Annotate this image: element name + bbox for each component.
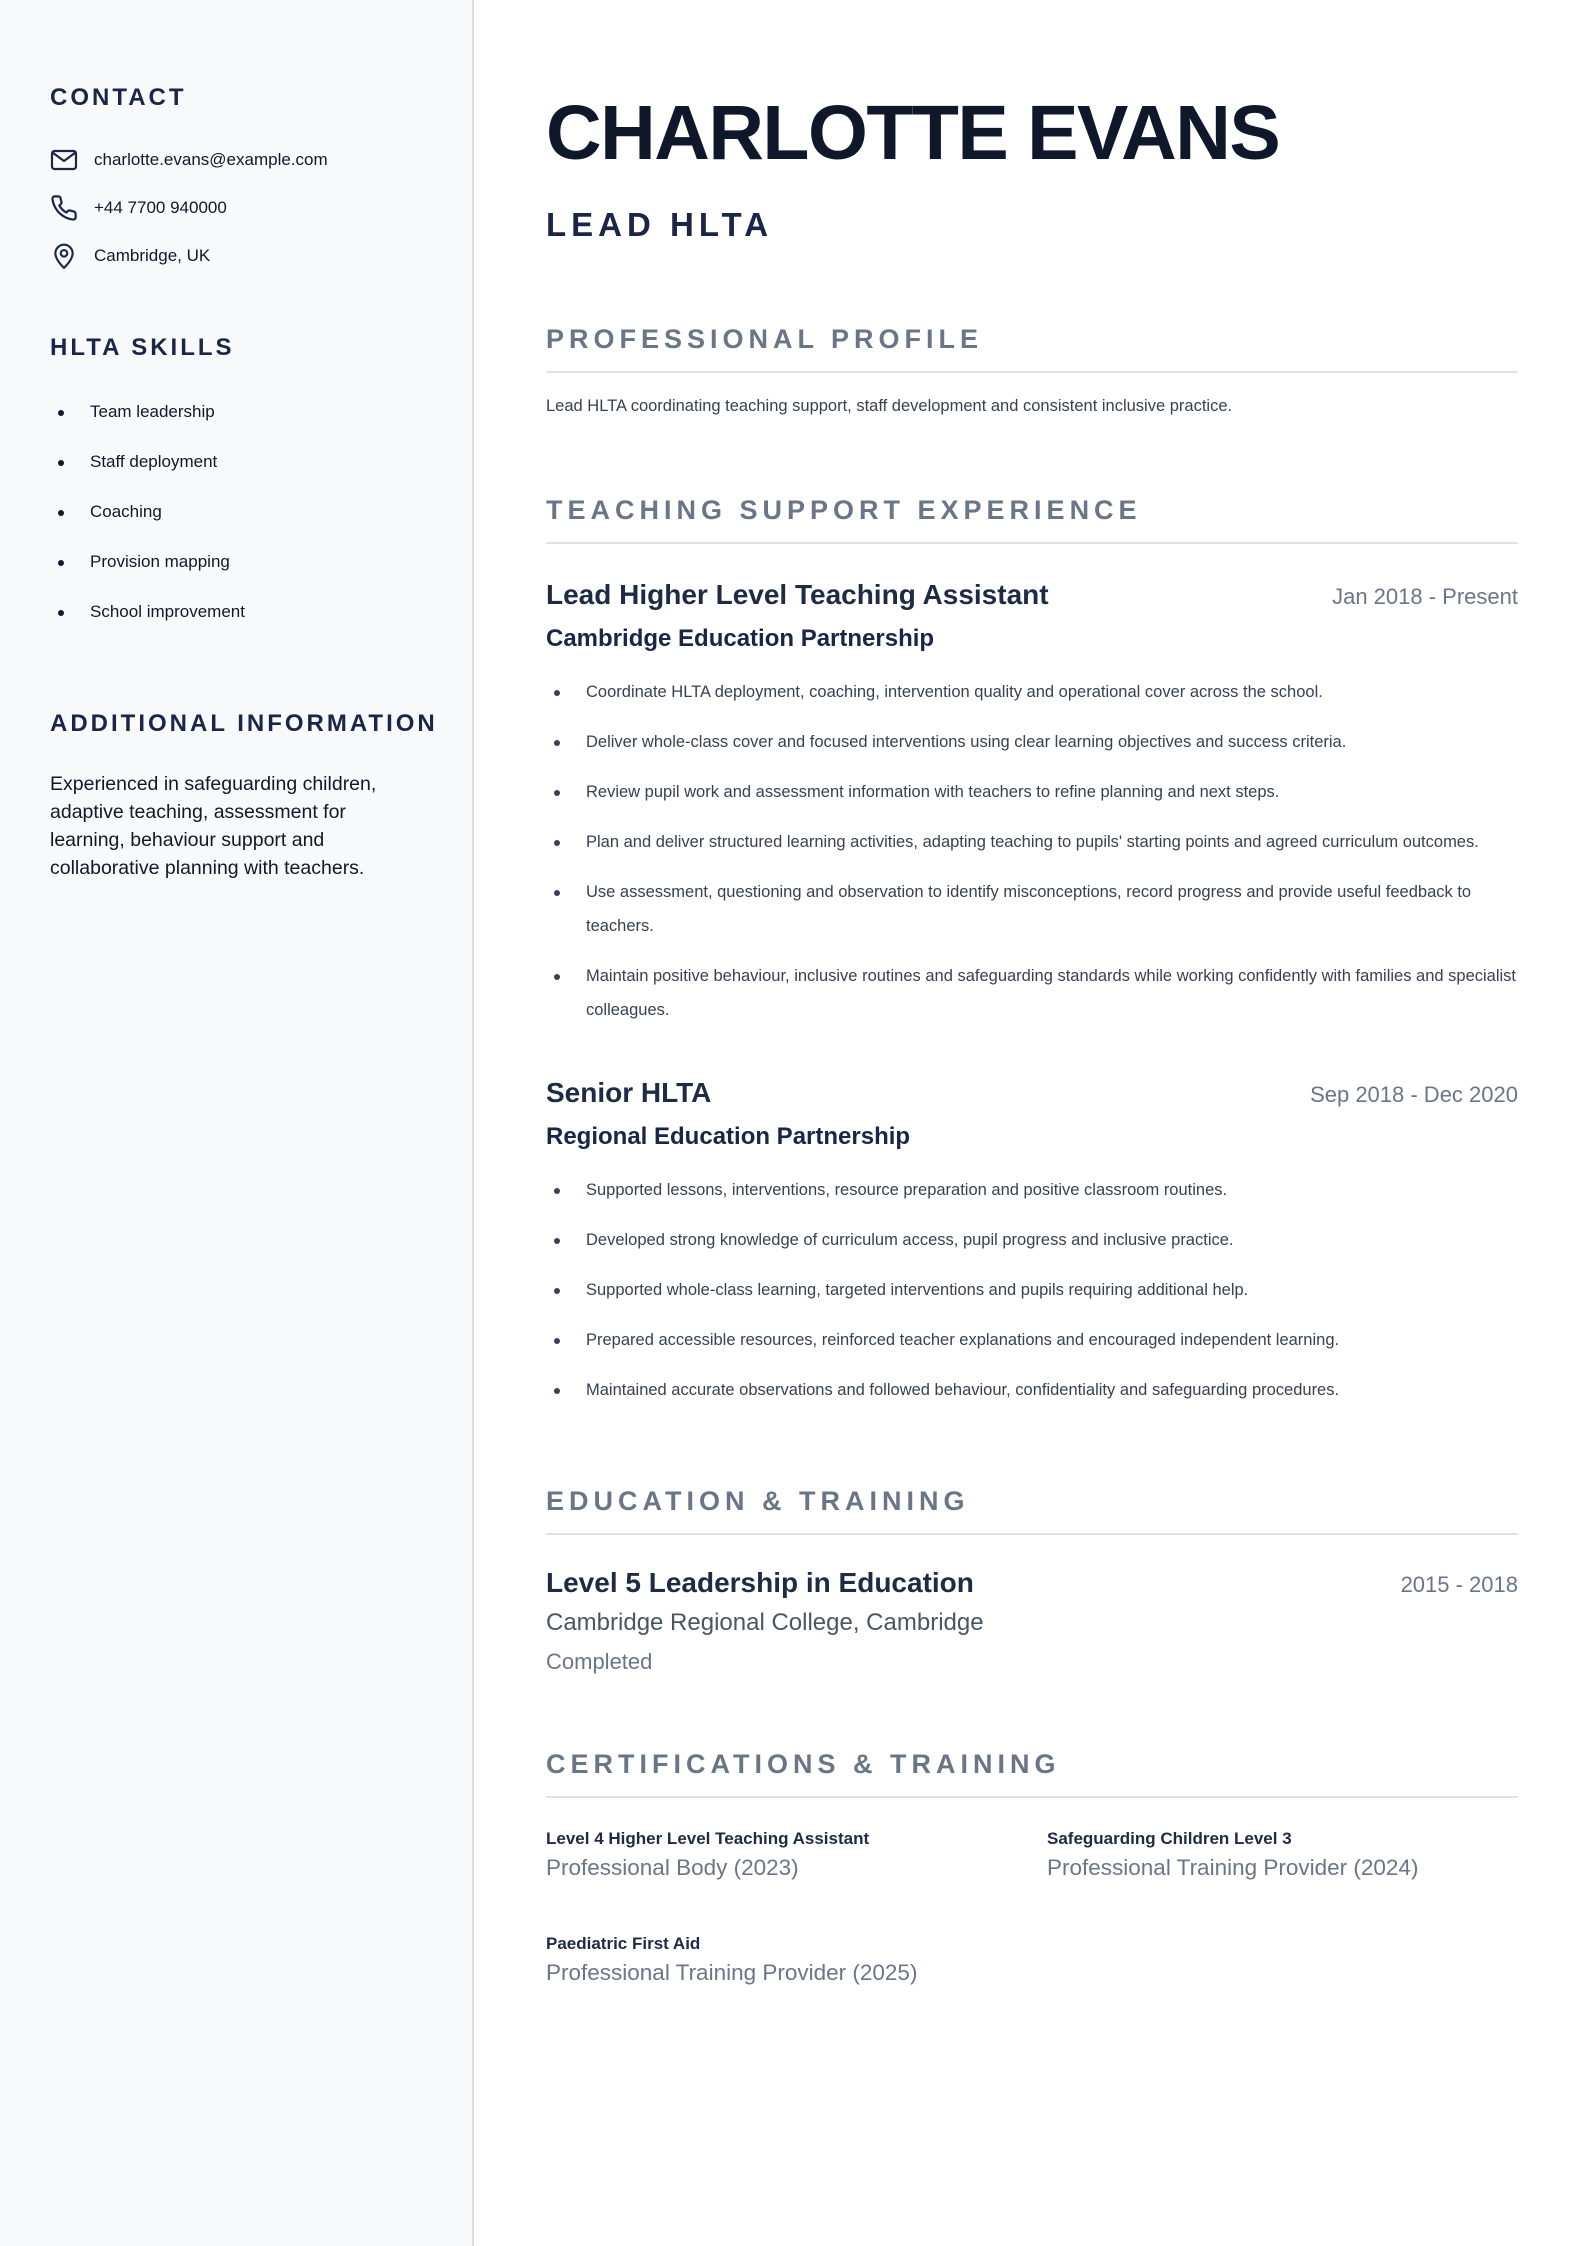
additional-info-text: Experienced in safeguarding children, adaptive teaching, assessment for learning, behaviour support and collaborative planning with teachers.: [50, 773, 377, 879]
education-entry: [546, 1567, 1518, 1675]
job-organization: Cambridge Education Partnership: [546, 625, 935, 652]
job-entry: [546, 579, 1518, 1043]
job-bullet: Coordinate HLTA deployment, coaching, intervention quality and operational cover across the school.: [546, 675, 1518, 709]
certification-issuer: Professional Training Provider (2024): [1047, 1855, 1419, 1880]
sidebar: [0, 0, 474, 2246]
job-bullet: Maintain positive behaviour, inclusive routines and safeguarding standards while working confidently with families and specialist colleagues.: [546, 959, 1518, 1027]
location-text: Cambridge, UK: [94, 246, 211, 265]
job-title: Senior HLTA: [546, 1077, 712, 1108]
certifications-heading: CERTIFICATIONS & TRAINING: [546, 1749, 1518, 1798]
job-bullet: Maintained accurate observations and followed behaviour, confidentiality and safeguarding procedures.: [546, 1373, 1518, 1407]
skill-item: Provision mapping: [50, 546, 245, 596]
experience-heading: TEACHING SUPPORT EXPERIENCE: [546, 495, 1518, 544]
job-title: Lead Higher Level Teaching Assistant: [546, 579, 1049, 610]
profile-text: Lead HLTA coordinating teaching support, staff development and consistent inclusive practice.: [546, 397, 1233, 415]
education-institution: Cambridge Regional College, Cambridge: [546, 1609, 984, 1636]
certification-issuer: Professional Body (2023): [546, 1855, 799, 1880]
education-status: Completed: [546, 1649, 653, 1674]
certification-item: [1047, 1829, 1527, 1881]
additional-info-heading: ADDITIONAL INFORMATION: [50, 710, 438, 737]
job-bullet: Developed strong knowledge of curriculum access, pupil progress and inclusive practice.: [546, 1223, 1518, 1257]
candidate-name: CHARLOTTE EVANS: [546, 90, 1280, 176]
job-entry: [546, 1077, 1518, 1423]
job-bullets: [546, 675, 1518, 1027]
skills-list: [50, 396, 245, 646]
candidate-role: LEAD HLTA: [546, 206, 774, 243]
job-bullet: Review pupil work and assessment information with teachers to refine planning and next steps.: [546, 775, 1518, 809]
job-dates: Jan 2018 - Present: [1332, 584, 1518, 609]
skill-item: School improvement: [50, 596, 245, 646]
job-bullet: Prepared accessible resources, reinforced teacher explanations and encouraged independent learning.: [546, 1323, 1518, 1357]
job-bullet: Supported whole-class learning, targeted interventions and pupils requiring additional help.: [546, 1273, 1518, 1307]
skill-item: Team leadership: [50, 396, 245, 446]
contact-location: [50, 241, 210, 271]
profile-heading: PROFESSIONAL PROFILE: [546, 324, 1518, 373]
job-bullet: Use assessment, questioning and observation to identify misconceptions, record progress and provide useful feedback to teachers.: [546, 875, 1518, 943]
certification-issuer: Professional Training Provider (2025): [546, 1960, 918, 1985]
location-pin-icon: [50, 242, 78, 270]
certification-item: [546, 1829, 1026, 1881]
phone-text: +44 7700 940000: [94, 198, 227, 217]
phone-icon: [50, 194, 78, 222]
contact-heading: CONTACT: [50, 84, 187, 111]
skill-item: Coaching: [50, 496, 245, 546]
skills-heading: HLTA SKILLS: [50, 334, 235, 361]
contact-email: [50, 145, 328, 175]
job-dates: Sep 2018 - Dec 2020: [1310, 1082, 1518, 1107]
mail-icon: [50, 146, 78, 174]
certification-name: Paediatric First Aid: [546, 1934, 701, 1953]
skill-item: Staff deployment: [50, 446, 245, 496]
job-bullets: [546, 1173, 1518, 1407]
certification-name: Level 4 Higher Level Teaching Assistant: [546, 1829, 870, 1848]
contact-phone: [50, 193, 227, 223]
job-bullet: Supported lessons, interventions, resource preparation and positive classroom routines.: [546, 1173, 1518, 1207]
job-organization: Regional Education Partnership: [546, 1123, 911, 1150]
job-bullet: Deliver whole-class cover and focused interventions using clear learning objectives and success criteria.: [546, 725, 1518, 759]
email-text: charlotte.evans@example.com: [94, 150, 328, 169]
job-bullet: Plan and deliver structured learning activities, adapting teaching to pupils' starting points and agreed curriculum outcomes.: [546, 825, 1518, 859]
education-dates: 2015 - 2018: [1400, 1572, 1518, 1597]
certification-item: [546, 1934, 1026, 1986]
education-title: Level 5 Leadership in Education: [546, 1567, 974, 1598]
education-heading: EDUCATION & TRAINING: [546, 1486, 1518, 1535]
certification-name: Safeguarding Children Level 3: [1047, 1829, 1292, 1848]
